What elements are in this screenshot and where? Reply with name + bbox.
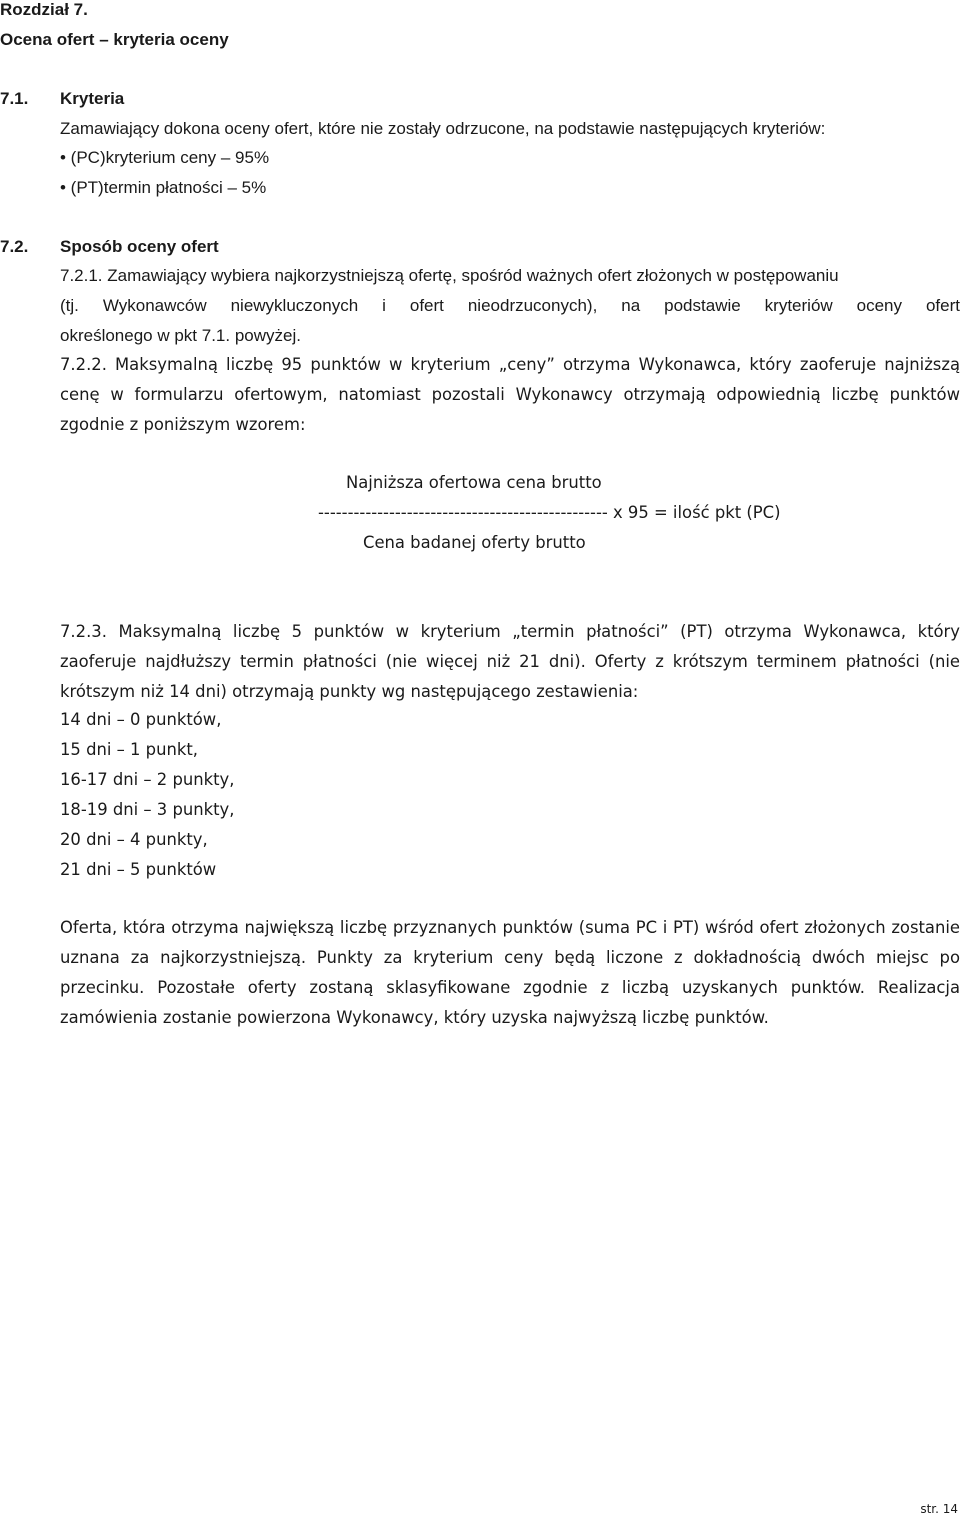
chapter-title: Ocena ofert – kryteria oceny: [0, 30, 229, 49]
criterion-item: • (PT)termin płatności – 5%: [60, 178, 267, 197]
page-number: str. 14: [920, 1502, 958, 1516]
section-7-2-number: 7.2.: [0, 237, 29, 256]
criterion-item: • (PC)kryterium ceny – 95%: [60, 148, 270, 167]
points-list-item: 18-19 dni – 3 punkty,: [60, 800, 235, 819]
formula-numerator: Najniższa ofertowa cena brutto: [346, 473, 602, 492]
paragraph-7-2-2: 7.2.2. Maksymalną liczbę 95 punktów w kryterium „ceny” otrzyma Wykonawca, który zaoferuje najniższą cenę w formularzu ofertowym, natomiast pozostali Wykonawcy otrzymają odpowiednią liczbę punktów zgodnie z poniższym wzorem:: [60, 355, 960, 434]
paragraph-7-2-1-line: (tj. Wykonawców niewykluczonych i ofert nieodrzuconych), na podstawie kryteriów oceny ofert: [60, 296, 960, 315]
points-list-item: 14 dni – 0 punktów,: [60, 710, 222, 729]
points-list-item: 15 dni – 1 punkt,: [60, 740, 198, 759]
paragraph-7-2-3: 7.2.3. Maksymalną liczbę 5 punktów w kryterium „termin płatności” (PT) otrzyma Wykonawca, który zaoferuje najdłuższy termin płatności (nie więcej niż 21 dni). Oferty z krótszym terminem płatności (nie krótszym niż 14 dni) otrzymają punkty wg następującego zestawienia:: [60, 622, 960, 701]
points-list: [60, 705, 234, 885]
section-7-1-intro: Zamawiający dokona oceny ofert, które nie zostały odrzucone, na podstawie następujących kryteriów:: [60, 119, 826, 138]
section-7-1-number: 7.1.: [0, 89, 29, 108]
points-list-item: 16-17 dni – 2 punkty,: [60, 770, 235, 789]
paragraph-7-2-1-line: 7.2.1. Zamawiający wybiera najkorzystniejszą ofertę, spośród ważnych ofert złożonych w postępowaniu: [60, 266, 839, 285]
section-7-1-heading: Kryteria: [60, 89, 125, 108]
points-list-item: 21 dni – 5 punktów: [60, 860, 217, 879]
points-list-item: 20 dni – 4 punkty,: [60, 830, 208, 849]
formula-denominator: Cena badanej oferty brutto: [363, 533, 586, 552]
formula-line: ------------------------------------------------- x 95 = ilość pkt (PC): [318, 503, 781, 522]
section-7-2-heading: Sposób oceny ofert: [60, 237, 219, 256]
chapter-label: Rozdział 7.: [0, 0, 88, 19]
paragraph-7-2-1-line: określonego w pkt 7.1. powyżej.: [60, 326, 301, 345]
paragraph-summary: Oferta, która otrzyma największą liczbę przyznanych punktów (suma PC i PT) wśród ofert złożonych zostanie uznana za najkorzystniejszą. Punkty za kryterium ceny będą liczone z dokładnością dwóch miejsc po przecinku. Pozostałe oferty zostaną sklasyfikowane zgodnie z liczbą uzyskanych punktów. Realizacja zamówienia zostanie powierzona Wykonawcy, który uzyska najwyższą liczbę punktów.: [60, 918, 960, 1027]
